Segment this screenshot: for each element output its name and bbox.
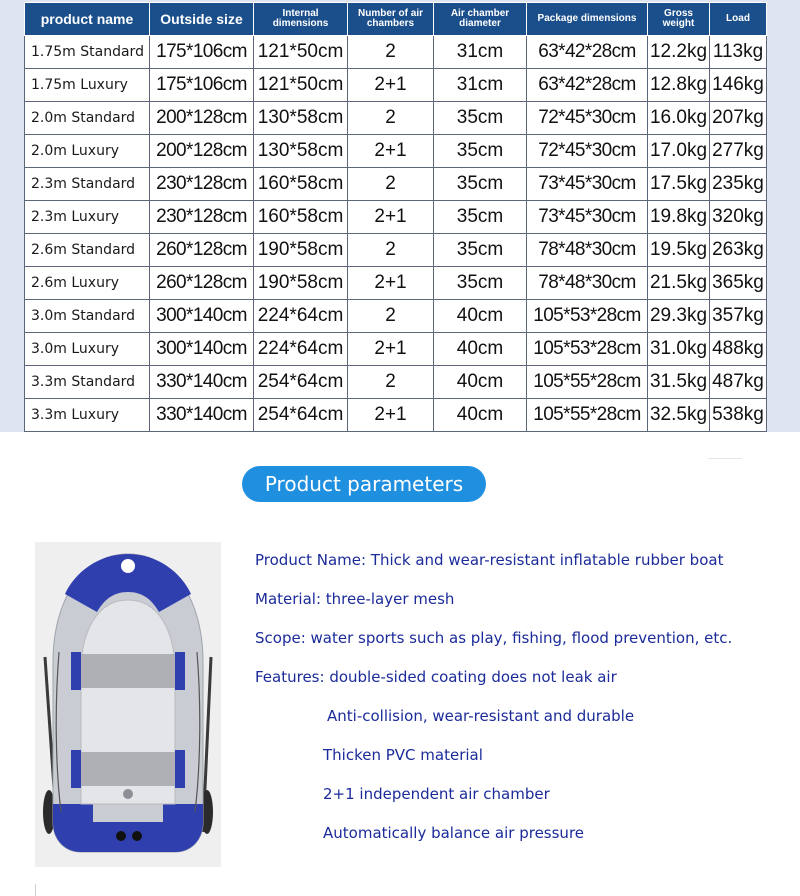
table-cell: 320kg [710,201,767,234]
table-cell: 2+1 [348,333,434,366]
table-cell: 31.0kg [648,333,710,366]
table-cell: 121*50cm [254,36,348,69]
table-cell: 35cm [434,201,527,234]
table-cell: 105*53*28cm [527,333,648,366]
table-cell: 538kg [710,399,767,432]
table-cell: 160*58cm [254,168,348,201]
table-cell: 16.0kg [648,102,710,135]
table-cell: 35cm [434,168,527,201]
table-cell: 300*140cm [150,300,254,333]
table-cell: 2+1 [348,201,434,234]
table-cell: 330*140cm [150,399,254,432]
param-scope: Scope: water sports such as play, fishing, flood prevention, etc. [255,629,733,647]
table-cell: 113kg [710,36,767,69]
divider [708,458,742,459]
table-cell: 105*53*28cm [527,300,648,333]
table-cell: 2 [348,366,434,399]
table-cell: 105*55*28cm [527,366,648,399]
table-cell: 12.2kg [648,36,710,69]
table-cell: 130*58cm [254,135,348,168]
param-feature-item: Automatically balance air pressure [323,824,585,842]
header-cell: Air chamber diameter [434,3,527,36]
table-cell: 121*50cm [254,69,348,102]
param-feature-item: Anti-collision, wear-resistant and durable [327,707,635,725]
table-row [25,69,767,102]
table-cell: 190*58cm [254,234,348,267]
table-cell: 230*128cm [150,201,254,234]
table-cell: 78*48*30cm [527,267,648,300]
header-cell: product name [25,3,150,36]
table-cell: 32.5kg [648,399,710,432]
table-cell: 224*64cm [254,333,348,366]
table-cell: 260*128cm [150,234,254,267]
table-cell: 365kg [710,267,767,300]
table-cell: 35cm [434,267,527,300]
spec-header-row [25,3,767,36]
table-cell: 190*58cm [254,267,348,300]
table-cell: 35cm [434,102,527,135]
table-row [25,267,767,300]
table-cell: 31cm [434,36,527,69]
table-cell: 487kg [710,366,767,399]
table-cell: 40cm [434,366,527,399]
table-cell: 17.0kg [648,135,710,168]
product-name-cell: 3.3m Luxury [25,399,150,432]
table-row [25,399,767,432]
table-cell: 2 [348,102,434,135]
table-cell: 40cm [434,399,527,432]
product-name-cell: 2.3m Luxury [25,201,150,234]
table-cell: 40cm [434,333,527,366]
product-name-cell: 2.3m Standard [25,168,150,201]
param-material: Material: three-layer mesh [255,590,455,608]
table-cell: 72*45*30cm [527,135,648,168]
table-cell: 2+1 [348,399,434,432]
header-cell: Internal dimensions [254,3,348,36]
table-cell: 2 [348,36,434,69]
param-features: Features: double-sided coating does not leak air [255,668,617,686]
product-name-cell: 1.75m Luxury [25,69,150,102]
table-cell: 40cm [434,300,527,333]
table-cell: 2 [348,168,434,201]
table-cell: 12.8kg [648,69,710,102]
spec-table [24,2,767,432]
table-cell: 130*58cm [254,102,348,135]
table-cell: 2 [348,300,434,333]
table-cell: 105*55*28cm [527,399,648,432]
table-cell: 200*128cm [150,102,254,135]
product-name-cell: 3.3m Standard [25,366,150,399]
inflatable-boat-icon [35,542,221,867]
table-cell: 260*128cm [150,267,254,300]
table-cell: 72*45*30cm [527,102,648,135]
header-cell: Outside size [150,3,254,36]
table-row [25,234,767,267]
table-cell: 254*64cm [254,366,348,399]
table-cell: 175*106cm [150,69,254,102]
param-feature-item: 2+1 independent air chamber [323,785,550,803]
table-cell: 254*64cm [254,399,348,432]
table-cell: 21.5kg [648,267,710,300]
table-cell: 19.5kg [648,234,710,267]
table-cell: 63*42*28cm [527,69,648,102]
param-product-name: Product Name: Thick and wear-resistant inflatable rubber boat [255,551,724,569]
table-cell: 235kg [710,168,767,201]
table-cell: 73*45*30cm [527,168,648,201]
product-name-cell: 2.0m Luxury [25,135,150,168]
table-cell: 31cm [434,69,527,102]
boat-image [35,542,221,867]
table-row [25,201,767,234]
table-cell: 2+1 [348,267,434,300]
table-cell: 277kg [710,135,767,168]
header-cell: Gross weight [648,3,710,36]
table-cell: 19.8kg [648,201,710,234]
table-cell: 357kg [710,300,767,333]
table-cell: 31.5kg [648,366,710,399]
product-name-cell: 2.6m Luxury [25,267,150,300]
param-feature-item: Thicken PVC material [323,746,483,764]
table-cell: 35cm [434,234,527,267]
table-cell: 29.3kg [648,300,710,333]
table-cell: 330*140cm [150,366,254,399]
section-title-pill: Product parameters [242,466,486,502]
table-cell: 488kg [710,333,767,366]
table-cell: 160*58cm [254,201,348,234]
product-name-cell: 2.0m Standard [25,102,150,135]
table-cell: 146kg [710,69,767,102]
table-cell: 200*128cm [150,135,254,168]
product-name-cell: 3.0m Standard [25,300,150,333]
table-row [25,102,767,135]
table-cell: 73*45*30cm [527,201,648,234]
product-name-cell: 2.6m Standard [25,234,150,267]
table-row [25,366,767,399]
table-cell: 63*42*28cm [527,36,648,69]
table-cell: 17.5kg [648,168,710,201]
spec-table-panel [0,0,800,432]
table-cell: 2+1 [348,135,434,168]
table-cell: 263kg [710,234,767,267]
table-cell: 300*140cm [150,333,254,366]
table-cell: 35cm [434,135,527,168]
header-cell: Load [710,3,767,36]
table-cell: 175*106cm [150,36,254,69]
table-cell: 207kg [710,102,767,135]
table-row [25,168,767,201]
table-row [25,300,767,333]
divider [35,884,36,896]
header-cell: Number of air chambers [348,3,434,36]
table-row [25,135,767,168]
table-cell: 78*48*30cm [527,234,648,267]
header-cell: Package dimensions [527,3,648,36]
product-name-cell: 1.75m Standard [25,36,150,69]
table-cell: 2+1 [348,69,434,102]
table-row [25,333,767,366]
spec-table-body [25,36,767,432]
table-cell: 224*64cm [254,300,348,333]
product-name-cell: 3.0m Luxury [25,333,150,366]
table-cell: 230*128cm [150,168,254,201]
table-row [25,36,767,69]
table-cell: 2 [348,234,434,267]
